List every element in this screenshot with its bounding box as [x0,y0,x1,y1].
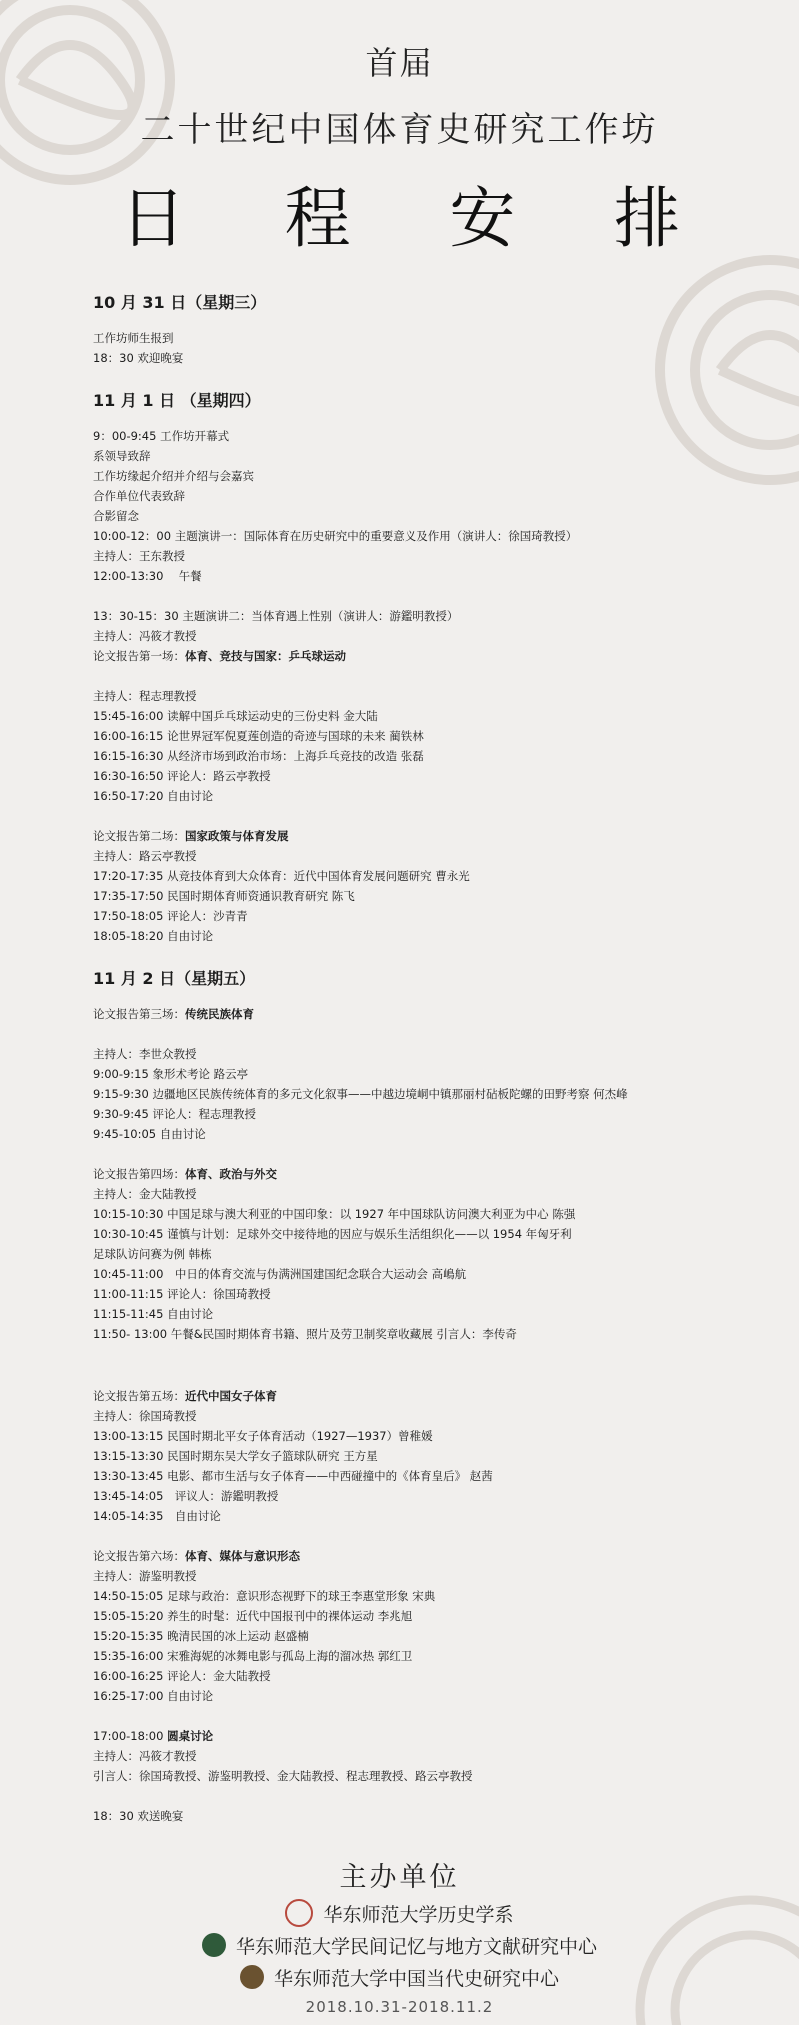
schedule-line-text: 14:50-15:05 足球与政治：意识形态视野下的球王李惠堂形象 宋典 [93,1589,436,1603]
organizers [0,1855,799,2016]
schedule-line [93,1244,773,1264]
schedule-line [93,746,773,766]
contemporary-history-logo-icon [240,1965,264,1989]
session-theme: 体育、媒体与意识形态 [185,1549,300,1563]
schedule-line [93,1064,773,1084]
schedule-line [93,926,773,946]
schedule-line [93,686,773,706]
schedule-line-text: 15:35-16:00 宋雅海妮的冰舞电影与孤岛上海的溜冰热 郭红卫 [93,1649,413,1663]
schedule-line-text: 16:50-17:20 自由讨论 [93,789,214,803]
schedule-line [93,506,773,526]
schedule-line [93,446,773,466]
schedule-line-text: 主持人：冯筱才教授 [93,629,197,643]
schedule-line-text: 16:00-16:25 评论人：金大陆教授 [93,1669,271,1683]
schedule-line [93,426,773,446]
schedule-line [93,726,773,746]
day-heading: 11 月 2 日（星期五） [93,969,256,988]
schedule-line [93,1766,773,1786]
schedule-line-text: 15:45-16:00 读解中国乒乓球运动史的三份史料 金大陆 [93,709,378,723]
schedule-line-text: 15:20-15:35 晚清民国的冰上运动 赵盛楠 [93,1629,309,1643]
schedule-line-text: 13：30-15：30 主题演讲二：当体育遇上性别（演讲人：游鑑明教授） [93,609,459,623]
schedule-line-text: 17:35-17:50 民国时期体育师资通识教育研究 陈飞 [93,889,355,903]
schedule-line [93,826,773,846]
session-theme: 国家政策与体育发展 [185,829,289,843]
schedule-line [93,1606,773,1626]
schedule-line [93,1324,773,1344]
organizer-name: 华东师范大学中国当代史研究中心 [273,1967,559,1990]
spacer [93,1144,773,1164]
spacer [93,1786,773,1806]
schedule-line [93,606,773,626]
schedule-line [93,1486,773,1506]
schedule-line [93,1446,773,1466]
day-heading: 11 月 1 日 （星期四） [93,391,261,410]
schedule-heading-char: 程 [284,180,351,257]
schedule-line-text: 论文报告第六场： [93,1549,185,1563]
schedule-line [93,1686,773,1706]
schedule-line [93,1104,773,1124]
spacer [93,1024,773,1044]
spacer [93,414,773,426]
schedule-line-text: 主持人：游鉴明教授 [93,1569,197,1583]
schedule-line-text: 11:00-11:15 评论人：徐国琦教授 [93,1287,271,1301]
schedule-line [93,1626,773,1646]
schedule-line-text: 引言人：徐国琦教授、游鉴明教授、金大陆教授、程志理教授、路云亭教授 [93,1769,473,1783]
schedule-line-text: 17:20-17:35 从竞技体育到大众体育：近代中国体育发展问题研究 曹永光 [93,869,470,883]
session-theme: 近代中国女子体育 [185,1389,277,1403]
schedule-line [93,1184,773,1204]
schedule-line-text: 18：30 欢送晚宴 [93,1809,184,1823]
schedule-heading [120,165,680,257]
schedule-line [93,886,773,906]
schedule-heading-char: 排 [613,180,680,257]
schedule-line-text: 主持人：李世众教授 [93,1047,197,1061]
schedule-line [93,1426,773,1446]
schedule-line-text: 主持人：金大陆教授 [93,1187,197,1201]
schedule-line-text: 13:15-13:30 民国时期东吴大学女子篮球队研究 王方星 [93,1449,378,1463]
schedule-line [93,1284,773,1304]
schedule-line [93,1224,773,1244]
schedule-line-text: 工作坊缘起介绍并介绍与会嘉宾 [93,469,254,483]
schedule-line-text: 合影留念 [93,509,139,523]
schedule-line-text: 合作单位代表致辞 [93,489,185,503]
schedule-line [93,786,773,806]
schedule-line [93,1466,773,1486]
schedule-line [93,1124,773,1144]
schedule-line-text: 14:05-14:35 自由讨论 [93,1509,221,1523]
spacer [93,806,773,826]
edition-label: 首届 [365,44,434,82]
schedule-line-text: 15:05-15:20 养生的时髦：近代中国报刊中的裸体运动 李兆旭 [93,1609,413,1623]
schedule-line [93,1204,773,1224]
organizers-title: 主办单位 [339,1862,460,1893]
spacer [93,992,773,1004]
schedule-line-text: 论文报告第四场： [93,1167,185,1181]
schedule-line-text: 主持人：冯筱才教授 [93,1749,197,1763]
schedule-line-text: 9:45-10:05 自由讨论 [93,1127,206,1141]
schedule-line [93,1666,773,1686]
schedule-line-text: 11:15-11:45 自由讨论 [93,1307,214,1321]
schedule-line [93,906,773,926]
schedule-line [93,348,773,368]
event-dates: 2018.10.31-2018.11.2 [305,1998,494,2016]
schedule-line-text: 工作坊师生报到 [93,331,174,345]
organizer-item [0,1932,799,1958]
schedule-line-text: 13:45-14:05 评议人：游鑑明教授 [93,1489,279,1503]
session-theme: 传统民族体育 [185,1007,254,1021]
organizer-item [0,1900,799,1926]
schedule-line [93,1164,773,1184]
schedule-line [93,1044,773,1064]
schedule-line [93,466,773,486]
schedule-line-text: 18：30 欢迎晚宴 [93,351,184,365]
schedule-line-text: 论文报告第五场： [93,1389,185,1403]
schedule-line [93,328,773,348]
schedule-line-text: 17:00-18:00 [93,1729,168,1743]
schedule-line-text: 10:45-11:00 中日的体育交流与伪满洲国建国纪念联合大运动会 高嶋航 [93,1267,467,1281]
schedule-line-text: 10:30-10:45 谨慎与计划：足球外交中接待地的因应与娱乐生活组织化——以 1954 年匈牙利 [93,1227,572,1241]
schedule-line [93,1566,773,1586]
session-theme: 体育、政治与外交 [185,1167,277,1181]
schedule-line [93,706,773,726]
session-theme: 体育、竞技与国家：乒乓球运动 [185,649,346,663]
schedule-line-text: 主持人：王东教授 [93,549,185,563]
memory-center-logo-icon [202,1933,226,1957]
schedule-line-text: 11:50- 13:00 午餐&民国时期体育书籍、照片及劳卫制奖章收藏展 引言人：李传奇 [93,1327,517,1341]
schedule-line [93,1084,773,1104]
schedule-line [93,1726,773,1746]
spacer [93,368,773,388]
schedule-line-text: 16:25-17:00 自由讨论 [93,1689,214,1703]
spacer [93,1374,773,1386]
schedule-line [93,1646,773,1666]
spacer [93,1526,773,1546]
schedule-line [93,526,773,546]
schedule-line-text: 16:30-16:50 评论人：路云亭教授 [93,769,271,783]
schedule-line [93,1746,773,1766]
schedule-line-text: 主持人：程志理教授 [93,689,197,703]
history-dept-logo-icon [285,1899,313,1927]
schedule-line-text: 10:15-10:30 中国足球与澳大利亚的中国印象：以 1927 年中国球队访问澳大利亚为中心 陈强 [93,1207,576,1221]
schedule-line-text: 12:00-13:30 午餐 [93,569,202,583]
organizer-name: 华东师范大学民间记忆与地方文献研究中心 [235,1935,597,1958]
schedule-line-text: 10:00-12：00 主题演讲一：国际体育在历史研究中的重要意义及作用（演讲人：徐国琦教授） [93,529,578,543]
schedule-line [93,1406,773,1426]
schedule-line-text: 9:15-9:30 边疆地区民族传统体育的多元文化叙事——中越边境峒中镇那丽村砧板陀螺的田野考察 何杰峰 [93,1087,628,1101]
schedule-line [93,626,773,646]
schedule-line-text: 13:00-13:15 民国时期北平女子体育活动（1927—1937）曾稚媛 [93,1429,433,1443]
schedule-content [93,290,773,1826]
schedule-line-text: 系领导致辞 [93,449,151,463]
spacer [93,666,773,686]
schedule-line-text: 论文报告第一场： [93,649,185,663]
schedule-line-text: 16:15-16:30 从经济市场到政治市场：上海乒乓竞技的改造 张磊 [93,749,424,763]
organizer-item [0,1964,799,1990]
schedule-line [93,866,773,886]
schedule-line [93,766,773,786]
schedule-line-text: 18:05-18:20 自由讨论 [93,929,214,943]
schedule-line [93,646,773,666]
schedule-line-text: 13:30-13:45 电影、都市生活与女子体育——中西碰撞中的《体育皇后》 赵茜 [93,1469,493,1483]
schedule-line-text: 足球队访问赛为例 韩栋 [93,1247,212,1261]
schedule-line [93,846,773,866]
schedule-line-text: 9：00-9:45 工作坊开幕式 [93,429,230,443]
schedule-line [93,486,773,506]
schedule-line-text: 主持人：徐国琦教授 [93,1409,197,1423]
spacer [93,1706,773,1726]
schedule-line-text: 9:30-9:45 评论人：程志理教授 [93,1107,256,1121]
schedule-line-text: 论文报告第二场： [93,829,185,843]
day-heading: 10 月 31 日（星期三） [93,293,267,312]
spacer [93,1344,773,1374]
schedule-line [93,1264,773,1284]
schedule-line-text: 17:50-18:05 评论人：沙青青 [93,909,248,923]
schedule-line [93,1806,773,1826]
schedule-line [93,546,773,566]
schedule-line-text: 16:00-16:15 论世界冠军倪夏莲创造的奇迹与国球的未来 蔺铁林 [93,729,424,743]
schedule-heading-char: 日 [120,180,186,257]
session-theme: 圆桌讨论 [167,1729,214,1743]
schedule-line [93,1004,773,1024]
schedule-line [93,1386,773,1406]
schedule-line-text: 9:00-9:15 象形术考论 路云亭 [93,1067,249,1081]
schedule-line [93,1586,773,1606]
spacer [93,946,773,966]
spacer [93,316,773,328]
schedule-heading-char: 安 [449,180,516,257]
spacer [93,586,773,606]
schedule-line-text: 主持人：路云亭教授 [93,849,197,863]
schedule-line [93,1506,773,1526]
schedule-line [93,1304,773,1324]
schedule-line [93,566,773,586]
organizer-name: 华东师范大学历史学系 [323,1903,514,1926]
schedule-line-text: 论文报告第三场： [93,1007,185,1021]
schedule-line [93,1546,773,1566]
workshop-title: 二十世纪中国体育史研究工作坊 [140,110,659,150]
